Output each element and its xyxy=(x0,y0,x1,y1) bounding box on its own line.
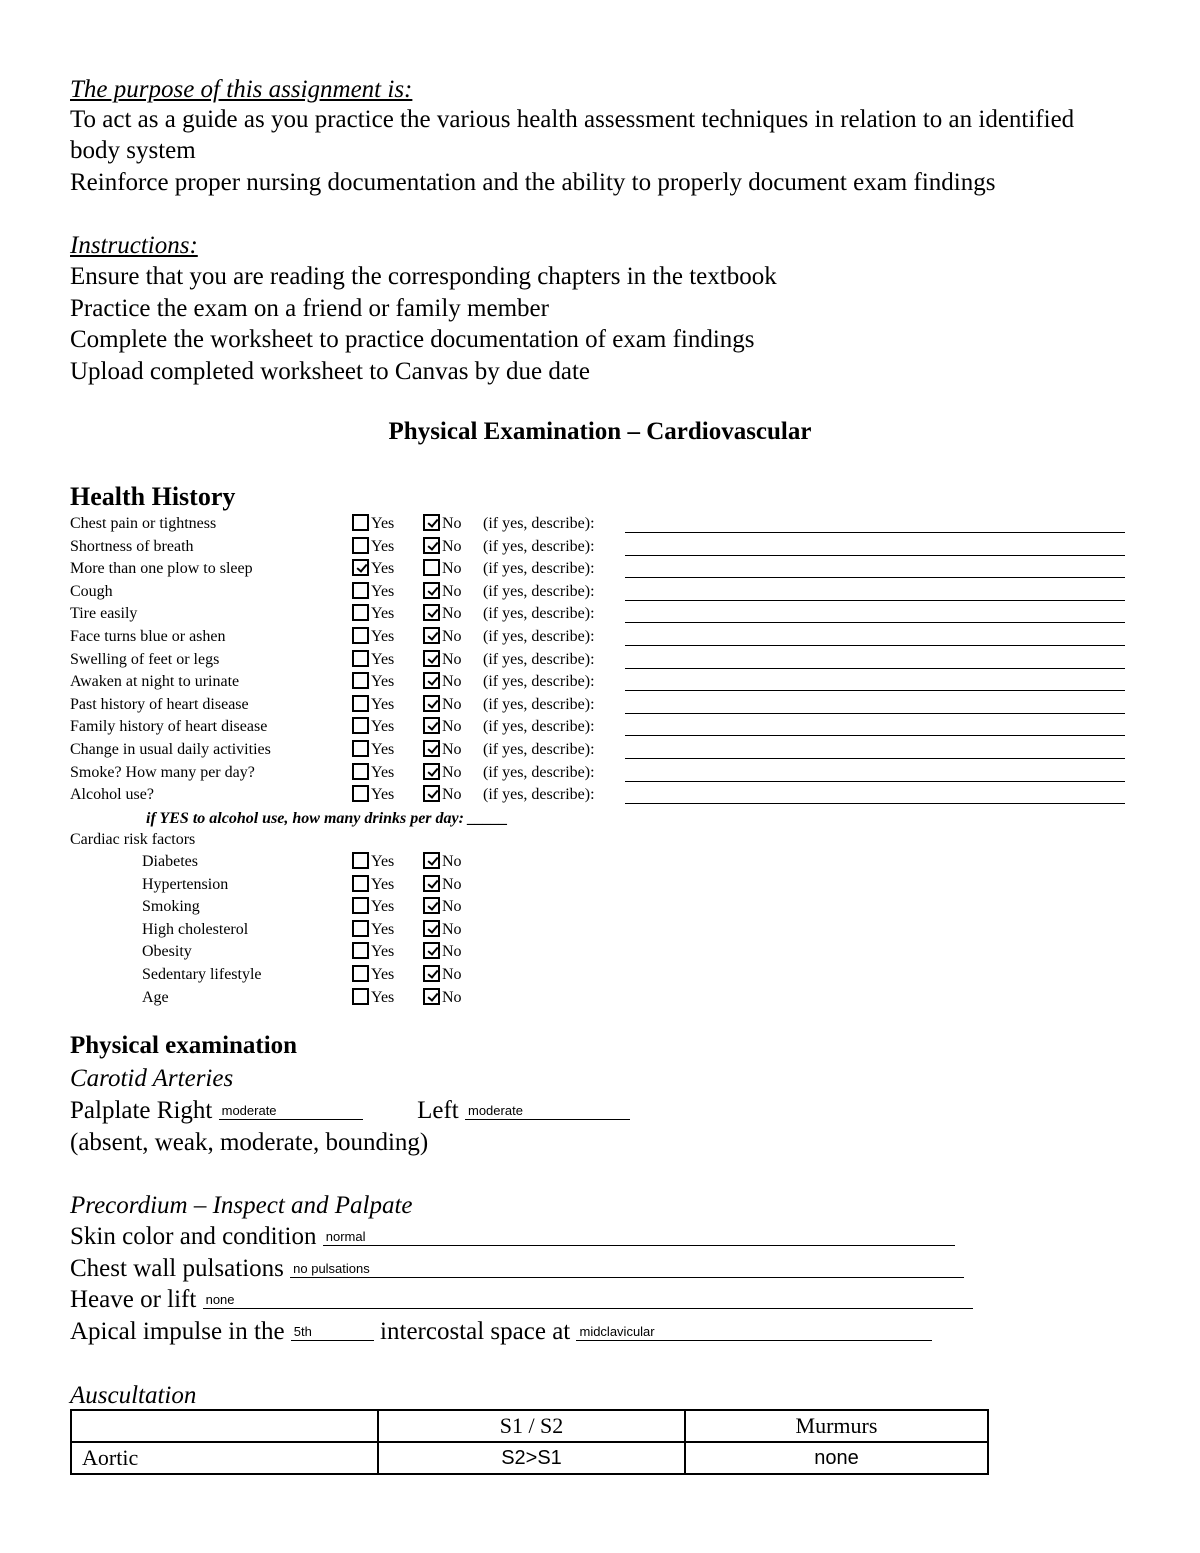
history-question-label: Alcohol use? xyxy=(70,786,154,804)
history-question-row xyxy=(70,513,1130,535)
yes-checkbox[interactable] xyxy=(352,582,369,599)
table-header-cell xyxy=(71,1410,378,1442)
no-checkbox[interactable] xyxy=(423,897,440,914)
no-option[interactable] xyxy=(423,987,462,1009)
no-label: No xyxy=(442,943,462,961)
describe-label: (if yes, describe): xyxy=(483,718,595,736)
risk-factor-row xyxy=(70,851,490,873)
risk-factor-label: Age xyxy=(142,988,169,1006)
no-label: No xyxy=(442,853,462,870)
risk-factor-label: Smoking xyxy=(142,898,200,916)
yes-label: Yes xyxy=(371,695,395,713)
risk-factor-label: High cholesterol xyxy=(142,920,249,938)
intercostal-field[interactable]: midclavicular xyxy=(576,1324,932,1341)
yes-label: Yes xyxy=(371,875,395,893)
yes-checkbox[interactable] xyxy=(352,785,369,802)
history-question-row xyxy=(70,649,1130,671)
apical-row xyxy=(70,1316,932,1347)
yes-option[interactable] xyxy=(352,603,394,625)
describe-label: (if yes, describe): xyxy=(483,628,595,645)
history-question-row xyxy=(70,762,1130,784)
table-cell-site: Aortic xyxy=(71,1442,378,1474)
yes-option[interactable] xyxy=(352,716,394,738)
instruction-item: Upload completed worksheet to Canvas by due date xyxy=(70,358,590,385)
yes-checkbox[interactable] xyxy=(352,852,369,869)
no-label: No xyxy=(442,650,462,668)
describe-label: (if yes, describe): xyxy=(483,763,595,781)
no-label: No xyxy=(442,763,462,781)
describe-field[interactable] xyxy=(625,668,1125,669)
page-title: Physical Examination – Cardiovascular xyxy=(388,418,812,445)
yes-label: Yes xyxy=(371,786,395,804)
yes-label: Yes xyxy=(371,560,395,578)
no-label: No xyxy=(442,628,462,645)
no-option[interactable] xyxy=(423,941,462,963)
yes-label: Yes xyxy=(371,650,395,668)
no-option[interactable] xyxy=(423,762,462,784)
no-label: No xyxy=(442,515,462,532)
describe-field[interactable] xyxy=(625,758,1125,759)
yes-checkbox[interactable] xyxy=(352,717,369,734)
instructions-heading: Instructions: xyxy=(70,232,198,259)
no-label: No xyxy=(442,718,462,736)
no-label: No xyxy=(442,966,462,983)
no-label: No xyxy=(442,741,462,758)
instruction-item: Practice the exam on a friend or family member xyxy=(70,295,549,322)
no-checkbox[interactable] xyxy=(423,740,440,757)
history-question-row xyxy=(70,716,1130,738)
yes-checkbox[interactable] xyxy=(352,695,369,712)
history-question-row xyxy=(70,626,1130,648)
no-checkbox[interactable] xyxy=(423,763,440,780)
health-history-heading: Health History xyxy=(70,482,236,511)
yes-option[interactable] xyxy=(352,649,394,671)
purpose-line-2: Reinforce proper nursing documentation and the ability to properly document exam findings xyxy=(70,169,996,196)
no-label: No xyxy=(442,898,462,916)
no-option[interactable] xyxy=(423,739,462,761)
carotid-right-field[interactable]: moderate xyxy=(219,1103,363,1120)
yes-option[interactable] xyxy=(352,896,394,918)
table-header-cell: Murmurs xyxy=(685,1410,988,1442)
yes-label: Yes xyxy=(371,741,395,758)
describe-field[interactable] xyxy=(625,690,1125,691)
describe-label: (if yes, describe): xyxy=(483,673,595,691)
heave-field[interactable]: none xyxy=(203,1292,973,1309)
history-question-row xyxy=(70,671,1130,693)
no-checkbox[interactable] xyxy=(423,650,440,667)
no-checkbox[interactable] xyxy=(423,717,440,734)
no-label: No xyxy=(442,605,462,623)
purpose-heading: The purpose of this assignment is: xyxy=(70,76,413,103)
risk-factor-label: Diabetes xyxy=(142,853,198,870)
heave-label: Heave or lift xyxy=(70,1286,197,1313)
yes-label: Yes xyxy=(371,898,395,916)
no-checkbox[interactable] xyxy=(423,942,440,959)
describe-field[interactable] xyxy=(625,713,1125,714)
history-question-row xyxy=(70,536,1130,558)
yes-checkbox[interactable] xyxy=(352,672,369,689)
yes-label: Yes xyxy=(371,718,395,736)
history-question-row xyxy=(70,784,1130,806)
no-option[interactable] xyxy=(423,649,462,671)
no-label: No xyxy=(442,582,462,600)
no-label: No xyxy=(442,786,462,804)
no-option[interactable] xyxy=(423,581,462,603)
describe-field[interactable] xyxy=(625,555,1125,556)
table-row xyxy=(71,1442,988,1474)
palpate-left-label: Left xyxy=(417,1097,459,1124)
history-question-label: More than one plow to sleep xyxy=(70,560,253,578)
no-label: No xyxy=(442,988,462,1006)
history-question-row xyxy=(70,581,1130,603)
pulsations-label: Chest wall pulsations xyxy=(70,1255,284,1282)
yes-label: Yes xyxy=(371,582,395,600)
yes-option[interactable] xyxy=(352,874,394,896)
no-checkbox[interactable] xyxy=(423,875,440,892)
instruction-item: Ensure that you are reading the corresponding chapters in the textbook xyxy=(70,263,777,290)
auscultation-heading: Auscultation xyxy=(70,1382,197,1409)
cardiac-risk-heading: Cardiac risk factors xyxy=(70,831,196,848)
yes-checkbox[interactable] xyxy=(352,650,369,667)
yes-label: Yes xyxy=(371,628,395,645)
yes-checkbox[interactable] xyxy=(352,920,369,937)
yes-option[interactable] xyxy=(352,513,394,535)
heave-row xyxy=(70,1284,973,1315)
yes-option[interactable] xyxy=(352,536,394,558)
risk-factor-label: Obesity xyxy=(142,943,192,961)
intercostal-label: intercostal space at xyxy=(380,1318,571,1345)
no-option[interactable] xyxy=(423,558,462,580)
no-option[interactable] xyxy=(423,896,462,918)
no-checkbox[interactable] xyxy=(423,695,440,712)
describe-label: (if yes, describe): xyxy=(483,741,595,758)
yes-option[interactable] xyxy=(352,987,394,1009)
yes-label: Yes xyxy=(371,966,395,983)
yes-option[interactable] xyxy=(352,919,394,941)
describe-field[interactable] xyxy=(625,622,1125,623)
yes-checkbox[interactable] xyxy=(352,763,369,780)
auscultation-table xyxy=(70,1409,989,1475)
table-header-cell: S1 / S2 xyxy=(378,1410,685,1442)
yes-option[interactable] xyxy=(352,964,394,986)
table-cell-murmurs[interactable]: none xyxy=(685,1442,988,1474)
purpose-line-1: To act as a guide as you practice the various health assessment techniques in relation to an identified body system xyxy=(70,106,1075,164)
no-option[interactable] xyxy=(423,851,462,873)
history-question-label: Swelling of feet or legs xyxy=(70,650,220,668)
no-label: No xyxy=(442,673,462,691)
no-checkbox[interactable] xyxy=(423,672,440,689)
carotid-heading: Carotid Arteries xyxy=(70,1065,234,1092)
skin-field[interactable]: normal xyxy=(323,1229,955,1246)
risk-factor-row xyxy=(70,941,490,963)
yes-option[interactable] xyxy=(352,558,394,580)
yes-option[interactable] xyxy=(352,851,394,873)
no-label: No xyxy=(442,920,462,938)
no-option[interactable] xyxy=(423,536,462,558)
history-question-label: Change in usual daily activities xyxy=(70,741,271,758)
yes-checkbox[interactable] xyxy=(352,514,369,531)
no-option[interactable] xyxy=(423,874,462,896)
yes-option[interactable] xyxy=(352,941,394,963)
describe-field[interactable] xyxy=(625,532,1125,533)
no-label: No xyxy=(442,875,462,893)
yes-option[interactable] xyxy=(352,581,394,603)
no-checkbox[interactable] xyxy=(423,852,440,869)
risk-factor-row xyxy=(70,987,490,1009)
describe-label: (if yes, describe): xyxy=(483,537,595,555)
describe-label: (if yes, describe): xyxy=(483,605,595,623)
no-checkbox[interactable] xyxy=(423,604,440,621)
risk-factor-row xyxy=(70,919,490,941)
describe-label: (if yes, describe): xyxy=(483,786,595,804)
no-label: No xyxy=(442,560,462,578)
carotid-options: (absent, weak, moderate, bounding) xyxy=(70,1129,429,1156)
yes-checkbox[interactable] xyxy=(352,537,369,554)
describe-field[interactable] xyxy=(625,645,1125,646)
yes-checkbox[interactable] xyxy=(352,965,369,982)
describe-field[interactable] xyxy=(625,735,1125,736)
history-question-label: Past history of heart disease xyxy=(70,695,249,713)
no-label: No xyxy=(442,695,462,713)
describe-field[interactable] xyxy=(625,803,1125,804)
no-option[interactable] xyxy=(423,919,462,941)
no-option[interactable] xyxy=(423,671,462,693)
describe-field[interactable] xyxy=(625,600,1125,601)
skin-row xyxy=(70,1221,955,1252)
describe-label: (if yes, describe): xyxy=(483,515,595,532)
apical-field[interactable]: 5th xyxy=(291,1324,374,1341)
risk-factor-row xyxy=(70,874,490,896)
history-question-label: Family history of heart disease xyxy=(70,718,268,736)
no-checkbox[interactable] xyxy=(423,965,440,982)
describe-label: (if yes, describe): xyxy=(483,695,595,713)
no-checkbox[interactable] xyxy=(423,988,440,1005)
skin-label: Skin color and condition xyxy=(70,1223,317,1250)
palpate-right-label: Palplate Right xyxy=(70,1097,213,1124)
yes-checkbox[interactable] xyxy=(352,604,369,621)
carotid-palpate-row xyxy=(70,1095,630,1126)
history-question-label: Face turns blue or ashen xyxy=(70,628,226,645)
carotid-left-field[interactable]: moderate xyxy=(465,1103,630,1120)
yes-label: Yes xyxy=(371,943,395,961)
no-option[interactable] xyxy=(423,513,462,535)
yes-label: Yes xyxy=(371,605,395,623)
yes-checkbox[interactable] xyxy=(352,875,369,892)
history-question-label: Shortness of breath xyxy=(70,537,194,555)
history-question-label: Cough xyxy=(70,582,113,600)
pulsations-field[interactable]: no pulsations xyxy=(290,1261,964,1278)
no-checkbox[interactable] xyxy=(423,627,440,644)
no-checkbox[interactable] xyxy=(423,582,440,599)
yes-label: Yes xyxy=(371,853,395,870)
history-question-label: Awaken at night to urinate xyxy=(70,673,240,691)
history-question-label: Tire easily xyxy=(70,605,138,623)
no-option[interactable] xyxy=(423,694,462,716)
history-question-label: Smoke? How many per day? xyxy=(70,763,255,781)
no-option[interactable] xyxy=(423,716,462,738)
yes-checkbox[interactable] xyxy=(352,627,369,644)
yes-option[interactable] xyxy=(352,671,394,693)
risk-factor-row xyxy=(70,896,490,918)
yes-label: Yes xyxy=(371,537,395,555)
yes-option[interactable] xyxy=(352,626,394,648)
no-checkbox[interactable] xyxy=(423,920,440,937)
table-cell-s1s2[interactable]: S2>S1 xyxy=(378,1442,685,1474)
no-option[interactable] xyxy=(423,603,462,625)
no-option[interactable] xyxy=(423,964,462,986)
yes-label: Yes xyxy=(371,515,395,532)
table-header-row xyxy=(71,1410,988,1442)
no-option[interactable] xyxy=(423,784,462,806)
no-option[interactable] xyxy=(423,626,462,648)
no-checkbox[interactable] xyxy=(423,559,440,576)
no-checkbox[interactable] xyxy=(423,537,440,554)
apical-label: Apical impulse in the xyxy=(70,1318,285,1345)
history-question-row xyxy=(70,603,1130,625)
no-label: No xyxy=(442,537,462,555)
yes-checkbox[interactable] xyxy=(352,897,369,914)
no-checkbox[interactable] xyxy=(423,785,440,802)
history-question-row xyxy=(70,694,1130,716)
describe-field[interactable] xyxy=(625,781,1125,782)
risk-factor-label: Sedentary lifestyle xyxy=(142,966,262,983)
yes-checkbox[interactable] xyxy=(352,942,369,959)
yes-checkbox[interactable] xyxy=(352,740,369,757)
history-question-row xyxy=(70,739,1130,761)
yes-option[interactable] xyxy=(352,762,394,784)
no-checkbox[interactable] xyxy=(423,514,440,531)
alcohol-drinks-prompt: if YES to alcohol use, how many drinks per day: _____ xyxy=(146,810,508,827)
instruction-item: Complete the worksheet to practice documentation of exam findings xyxy=(70,326,755,353)
describe-label: (if yes, describe): xyxy=(483,582,595,600)
yes-checkbox[interactable] xyxy=(352,559,369,576)
yes-checkbox[interactable] xyxy=(352,988,369,1005)
yes-label: Yes xyxy=(371,988,395,1006)
history-question-row xyxy=(70,558,1130,580)
history-question-label: Chest pain or tightness xyxy=(70,515,217,532)
describe-label: (if yes, describe): xyxy=(483,560,595,578)
describe-label: (if yes, describe): xyxy=(483,650,595,668)
yes-label: Yes xyxy=(371,673,395,691)
risk-factor-row xyxy=(70,964,490,986)
describe-field[interactable] xyxy=(625,577,1125,578)
yes-label: Yes xyxy=(371,763,395,781)
yes-label: Yes xyxy=(371,920,395,938)
yes-option[interactable] xyxy=(352,694,394,716)
yes-option[interactable] xyxy=(352,739,394,761)
risk-factor-label: Hypertension xyxy=(142,875,229,893)
yes-option[interactable] xyxy=(352,784,394,806)
pulsations-row xyxy=(70,1253,964,1284)
precordium-heading: Precordium – Inspect and Palpate xyxy=(70,1192,413,1219)
physical-exam-heading: Physical examination xyxy=(70,1032,298,1059)
